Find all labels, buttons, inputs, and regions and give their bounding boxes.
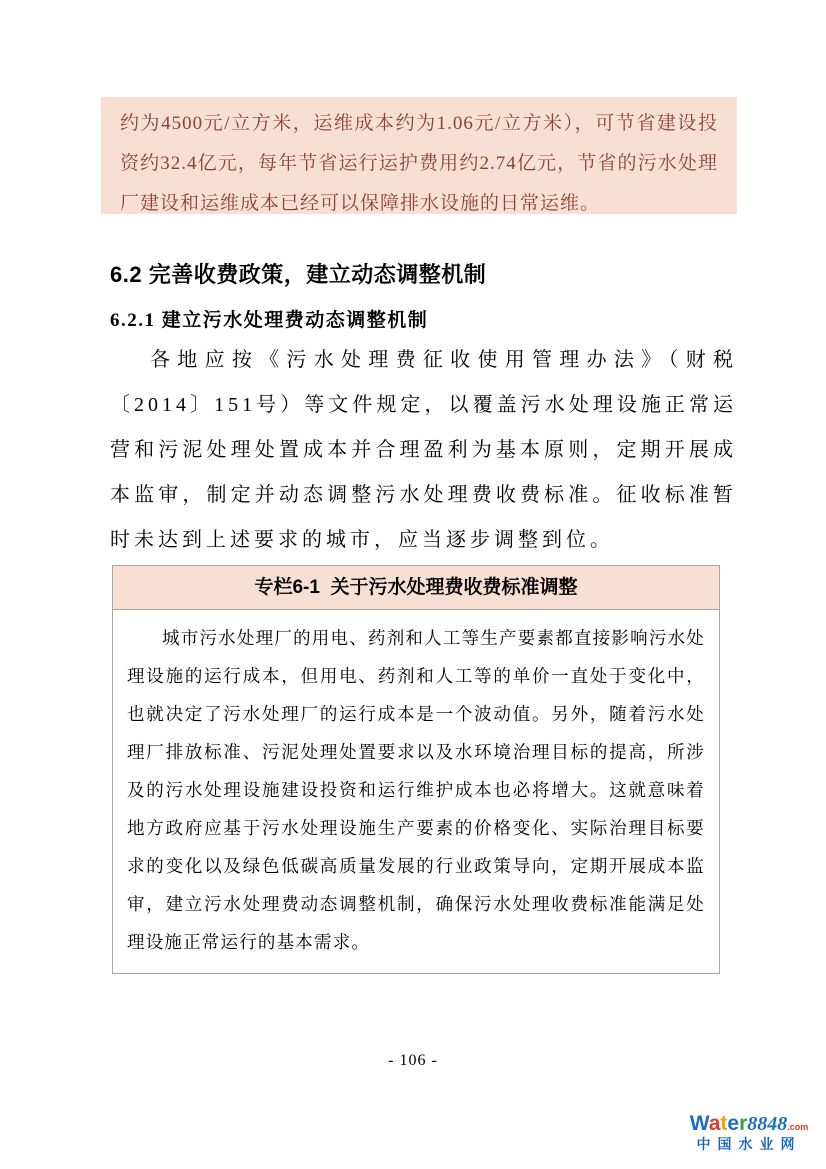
brand-letter-r: r [739,1112,748,1135]
column-box-title: 专栏6-1 关于污水处理费收费标准调整 [112,565,720,610]
brand-letter-w: W [689,1112,709,1135]
cost-savings-highlight-box: 约为4500元/立方米，运维成本约为1.06元/立方米），可节省建设投资约32.4亿元，每年节省运行运护费用约2.74亿元，节省的污水处理厂建设和运维成本已经可以保障排水设施的日常运维。 [101,97,737,214]
column-box-6-1 [112,565,720,974]
subsection-heading: 6.2.1 建立污水处理费动态调整机制 [110,310,429,331]
section-heading: 6.2 完善收费政策，建立动态调整机制 [110,262,487,287]
brand-letter-e: e [727,1112,740,1135]
brand-letter-t: t [720,1112,728,1135]
page-number: - 106 - [388,1052,438,1069]
brand-number: 8848 [747,1113,788,1135]
watermark-logo [678,1112,820,1152]
body-paragraph: 各地应按《污水处理费征收使用管理办法》（财税〔2014〕151号）等文件规定，以覆盖污水处理设施正常运营和污泥处理处置成本并合理盈利为基本原则，定期开展成本监审，制定并动态调整污水处理费收费标准。征收标准暂时未达到上述要求的城市，应当逐步调整到位。 [110,349,737,551]
brand-tld: .com [787,1122,809,1132]
column-box-body-text: 城市污水处理厂的用电、药剂和人工等生产要素都直接影响污水处理设施的运行成本，但用电、药剂和人工等的单价一直处于变化中，也就决定了污水处理厂的运行成本是一个波动值。另外，随着污水处理厂排放标准、污泥处理处置要求以及水环境治理目标的提高，所涉及的污水处理设施建设投资和运行维护成本也必将增大。这就意味着地方政府应基于污水处理设施生产要素的价格变化、实际治理目标要求的变化以及绿色低碳高质量发展的行业政策导向，定期开展成本监审，建立污水处理费动态调整机制，确保污水处理收费标准能满足处理设施正常运行的基本需求。 [112,610,720,974]
brand-letter-a: a [708,1112,721,1135]
brand-wordmark [678,1112,820,1135]
brand-subtitle: 中国水业网 [696,1136,802,1153]
